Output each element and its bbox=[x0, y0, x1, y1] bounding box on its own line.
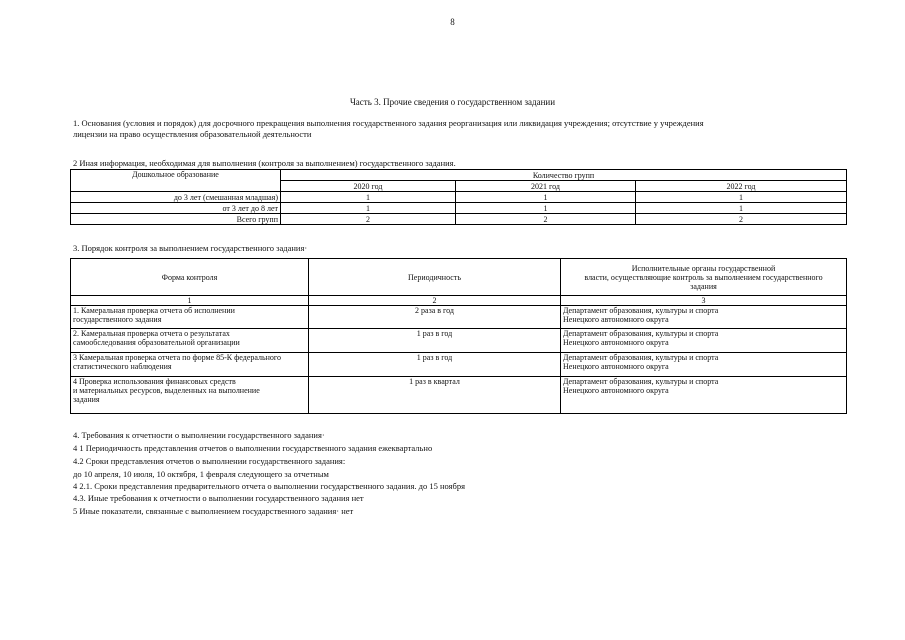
row-value: 1 bbox=[456, 203, 636, 214]
row-value: 2 bbox=[636, 214, 847, 225]
row-label: Всего групп bbox=[71, 214, 281, 225]
row-value: 1 bbox=[636, 192, 847, 203]
control-form-line: и материальных ресурсов, выделенных на выполнение bbox=[73, 386, 260, 395]
table-row bbox=[71, 377, 847, 414]
control-form-line: самообследования образовательной организации bbox=[73, 338, 240, 347]
section4-line: 4.2 Сроки представления отчетов о выполнении государственного задания: bbox=[73, 456, 346, 466]
control-organ-line: Департамент образования, культуры и спорта bbox=[563, 329, 719, 338]
table-row bbox=[71, 353, 847, 377]
control-period: 2 раза в год bbox=[309, 306, 561, 329]
control-form-line: 1. Камеральная проверка отчета об исполнении bbox=[73, 306, 235, 315]
control-organ-line: Ненецкого автономного округа bbox=[563, 386, 669, 395]
row-label: до 3 лет (смешанная младшая) bbox=[71, 192, 281, 203]
groups-table-year: 2022 год bbox=[636, 181, 847, 192]
row-label: от 3 лет до 8 лет bbox=[71, 203, 281, 214]
control-organ-line: Ненецкого автономного округа bbox=[563, 362, 669, 371]
row-value: 2 bbox=[281, 214, 456, 225]
table-row bbox=[71, 329, 847, 353]
control-header-form: Форма контроля bbox=[71, 259, 309, 296]
control-period: 1 раз в квартал bbox=[309, 377, 561, 414]
control-table bbox=[70, 258, 847, 414]
control-organ-line: Ненецкого автономного округа bbox=[563, 315, 669, 324]
section3-heading: 3. Порядок контроля за выполнением государственного задания· bbox=[73, 243, 308, 253]
groups-table-header-education: Дошкольное образование bbox=[71, 170, 281, 192]
section4-line: до 10 апреля, 10 июля, 10 октября, 1 февраля следующего за отчетным bbox=[73, 469, 329, 479]
row-value: 1 bbox=[281, 192, 456, 203]
section4-line: 4 2.1. Сроки представления предварительного отчета о выполнении государственного задания. до 15 ноября bbox=[73, 481, 465, 491]
control-header-organs bbox=[561, 259, 847, 296]
column-number: 2 bbox=[309, 296, 561, 306]
control-header-organs-line: задания bbox=[690, 281, 717, 291]
section4-line: 4.3. Иные требования к отчетности о выполнении государственного задания нет bbox=[73, 493, 364, 503]
control-header-period: Периодичность bbox=[309, 259, 561, 296]
table-row bbox=[71, 192, 847, 203]
control-form bbox=[71, 329, 309, 353]
groups-table bbox=[70, 169, 847, 225]
control-organ bbox=[561, 306, 847, 329]
row-value: 1 bbox=[456, 192, 636, 203]
row-value: 1 bbox=[281, 203, 456, 214]
control-organ-line: Ненецкого автономного округа bbox=[563, 338, 669, 347]
control-organ-line: Департамент образования, культуры и спорта bbox=[563, 353, 719, 362]
row-value: 1 bbox=[636, 203, 847, 214]
control-organ bbox=[561, 329, 847, 353]
part-title: Часть 3. Прочие сведения о государственном задании bbox=[349, 97, 556, 107]
control-form bbox=[71, 306, 309, 329]
control-form-line: статистического наблюдения bbox=[73, 362, 172, 371]
control-header-organs-line: Исполнительные органы государственной bbox=[631, 263, 776, 273]
groups-table-year: 2021 год bbox=[456, 181, 636, 192]
control-form-line: 4 Проверка использования финансовых средств bbox=[73, 377, 236, 386]
control-form-line: 2. Камеральная проверка отчета о результатах bbox=[73, 329, 230, 338]
control-form-line: государственного задания bbox=[73, 315, 162, 324]
section1-line2: лицензии на право осуществления образовательной деятельности bbox=[73, 129, 312, 139]
column-number: 3 bbox=[561, 296, 847, 306]
control-organ-line: Департамент образования, культуры и спорта bbox=[563, 377, 719, 386]
control-organ bbox=[561, 353, 847, 377]
groups-table-header-count: Количество групп bbox=[281, 170, 847, 181]
control-header-organs-line: власти, осуществляющие контроль за выполнением государственного bbox=[584, 272, 823, 282]
table-row bbox=[71, 214, 847, 225]
control-organ-line: Департамент образования, культуры и спорта bbox=[563, 306, 719, 315]
control-organ bbox=[561, 377, 847, 414]
section4-line: 4. Требования к отчетности о выполнении государственного задания· bbox=[73, 430, 325, 440]
control-form-line: задания bbox=[73, 395, 100, 404]
row-value: 2 bbox=[456, 214, 636, 225]
section4-line: 5 Иные показатели, связанные с выполнением государственного задания· нет bbox=[73, 506, 354, 516]
control-period: 1 раз в год bbox=[309, 353, 561, 377]
page-number: 8 bbox=[450, 17, 455, 27]
control-form bbox=[71, 377, 309, 414]
table-row bbox=[71, 203, 847, 214]
section4-line: 4 1 Периодичность представления отчетов о выполнении государственного задания ежеквартально bbox=[73, 443, 433, 453]
control-period: 1 раз в год bbox=[309, 329, 561, 353]
table-row bbox=[71, 306, 847, 329]
groups-table-year: 2020 год bbox=[281, 181, 456, 192]
section1-line1: 1. Основания (условия и порядок) для досрочного прекращения выполнения государственного задания реорганизация или ликвидация учреждения; отсутствие у учреждения bbox=[73, 118, 704, 128]
section2-heading: 2 Иная информация, необходимая для выполнения (контроля за выполнением) государственного задания. bbox=[73, 158, 456, 168]
column-number: 1 bbox=[71, 296, 309, 306]
control-form-line: 3 Камеральная проверка отчета по форме 85-К федерального bbox=[73, 353, 281, 362]
control-form bbox=[71, 353, 309, 377]
